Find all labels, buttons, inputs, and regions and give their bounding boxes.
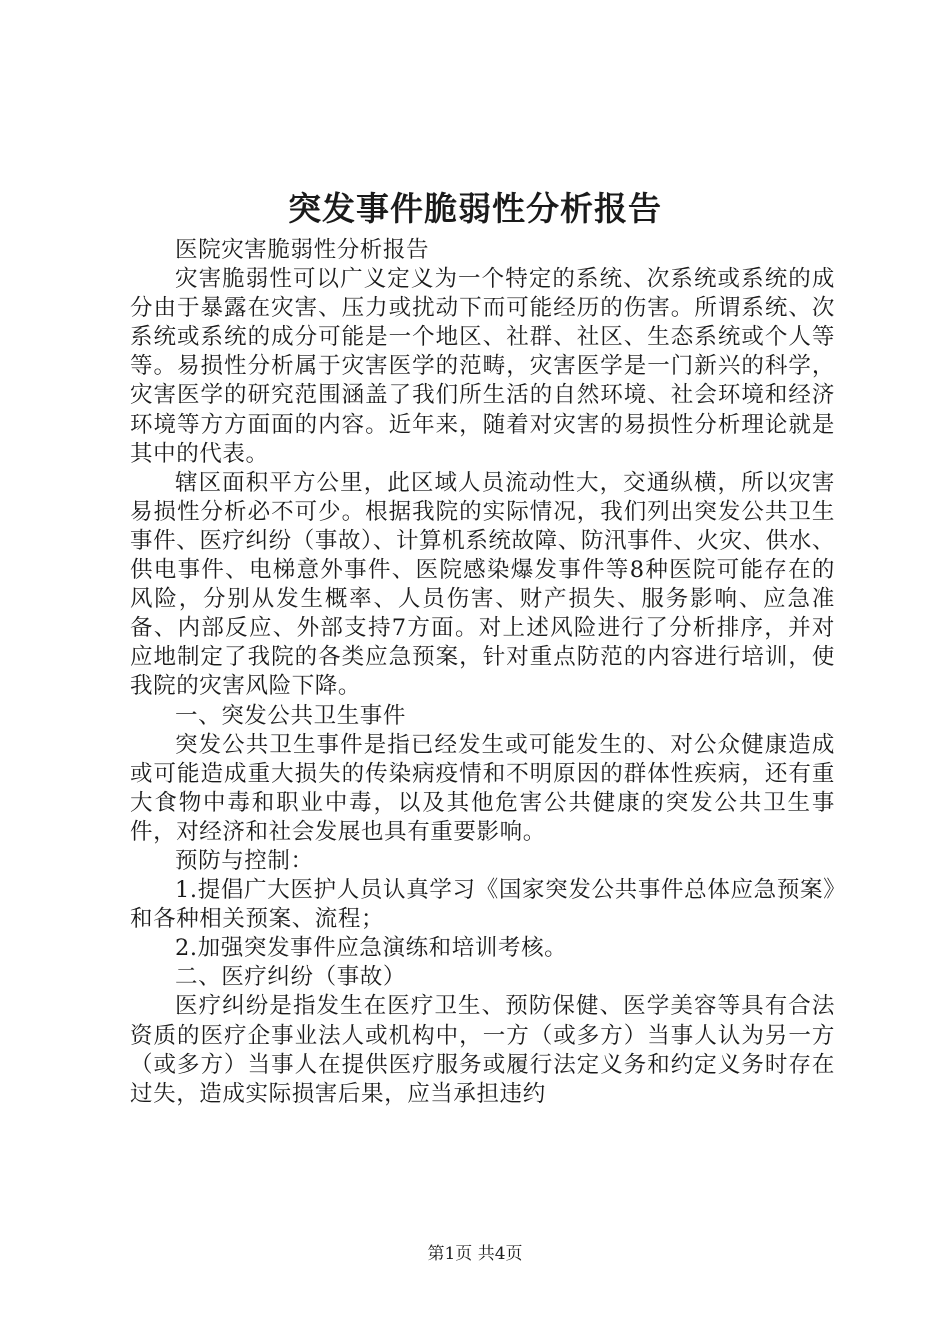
paragraph-medical-dispute: 医疗纠纷是指发生在医疗卫生、预防保健、医学美容等具有合法资质的医疗企事业法人或机构中，一方（或多方）当事人认为另一方（或多方）当事人在提供医疗服务或履行法定义务和约定义务时存在过失，造成实际损害后果，应当承担违约: [130, 993, 835, 1107]
page-footer: 第1页 共4页: [427, 1244, 523, 1264]
paragraph-hospital-risks: 辖区面积平方公里，此区域人员流动性大，交通纵横，所以灾害易损性分析必不可少。根据我院的实际情况，我们列出突发公共卫生事件、医疗纠纷（事故）、计算机系统故障、防汛事件、火灾、供水、供电事件、电梯意外事件、医院感染爆发事件等8种医院可能存在的风险，分别从发生概率、人员伤害、财产损失、服务影响、应急准备、内部反应、外部支持7方面。对上述风险进行了分析排序，并对应地制定了我院的各类应急预案，针对重点防范的内容进行培训，使我院的灾害风险下降。: [130, 469, 835, 700]
section-heading-medical-dispute: 二、医疗纠纷（事故）: [175, 964, 407, 991]
paragraph-public-health: 突发公共卫生事件是指已经发生或可能发生的、对公众健康造成或可能造成重大损失的传染病疫情和不明原因的群体性疾病，还有重大食物中毒和职业中毒，以及其他危害公共健康的突发公共卫生事件，对经济和社会发展也具有重要影响。: [130, 731, 835, 845]
list-item-2: 2.加强突发事件应急演练和培训考核。: [175, 935, 568, 962]
document-body: [130, 236, 835, 1109]
paragraph-prevention-heading: 预防与控制：: [175, 847, 314, 874]
paragraph-definition: 灾害脆弱性可以广义定义为一个特定的系统、次系统或系统的成分由于暴露在灾害、压力或扰动下而可能经历的伤害。所谓系统、次系统或系统的成分可能是一个地区、社群、社区、生态系统或个人等等。易损性分析属于灾害医学的范畴，灾害医学是一门新兴的科学，灾害医学的研究范围涵盖了我们所生活的自然环境、社会环境和经济环境等方方面面的内容。近年来，随着对灾害的易损性分析理论就是其中的代表。: [130, 266, 835, 467]
paragraph-subtitle: 医院灾害脆弱性分析报告: [175, 237, 430, 263]
list-item-1: 1.提倡广大医护人员认真学习《国家突发公共事件总体应急预案》和各种相关预案、流程；: [130, 877, 835, 933]
section-heading-public-health: 一、突发公共卫生事件: [175, 702, 407, 729]
document-title: 突发事件脆弱性分析报告: [288, 189, 662, 228]
